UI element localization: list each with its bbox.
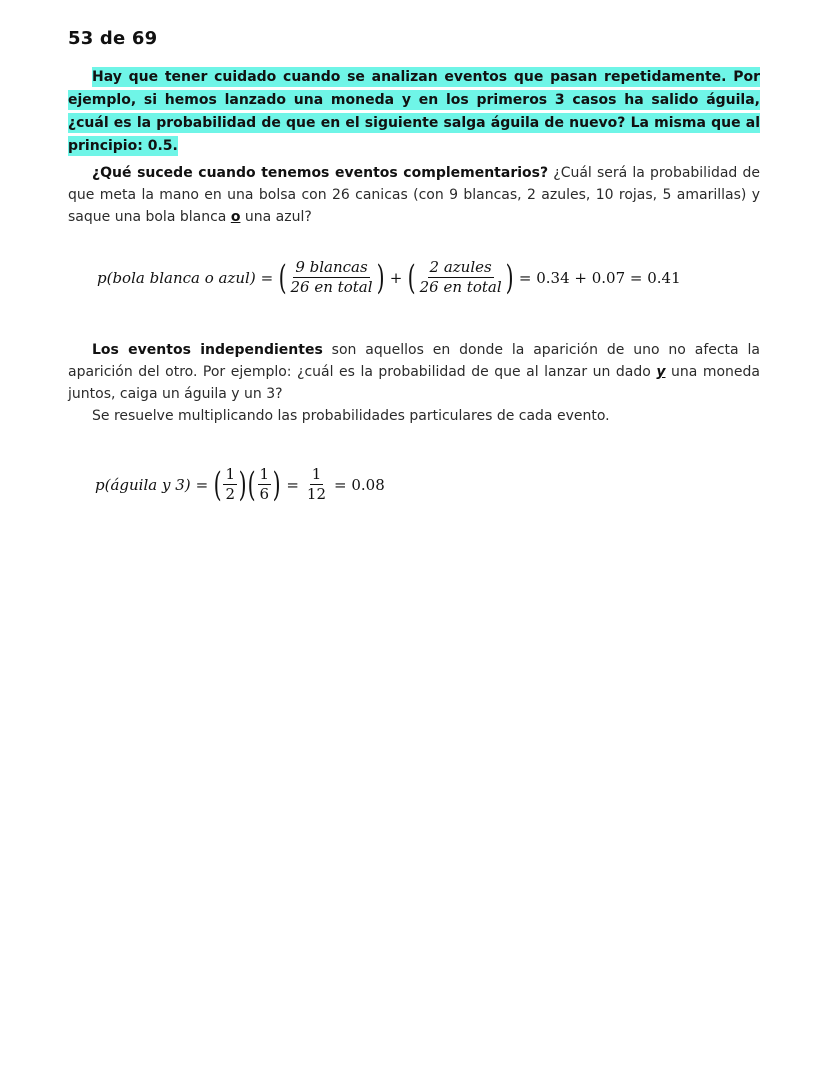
formula-1-result: = 0.34 + 0.07 = 0.41 xyxy=(518,268,681,287)
fraction-denominator: 12 xyxy=(306,485,327,503)
formula-1-equals: = xyxy=(260,268,274,287)
fraction-azules xyxy=(418,259,504,296)
complementary-text: ¿Cuál será la probabilidad de que meta la mano en una bolsa con 26 canicas (con 9 blancas, 2 azules, 10 rojas, 5 amarillas) y saque una bola blanca xyxy=(68,165,760,225)
formula-1-lhs: p(bola blanca o azul) xyxy=(97,268,256,287)
resolve-text: Se resuelve multiplicando las probabilidades particulares de cada evento. xyxy=(92,408,610,424)
formula-2-equals: = xyxy=(195,475,209,494)
highlighted-text: Hay que tener cuidado cuando se analizan eventos que pasan repetidamente. Por ejemplo, si hemos lanzado una moneda y en los primeros 3 casos ha salido águila, ¿cuál es la probabilidad de que en el siguiente salga águila de nuevo? La misma que al principio: 0.5. xyxy=(68,69,760,154)
formula-2-result: = 0.08 xyxy=(334,475,385,494)
fraction-numerator: 1 xyxy=(225,465,235,483)
independent-heading: Los eventos independientes xyxy=(92,342,323,358)
formula-independent xyxy=(95,466,385,503)
underlined-y: y xyxy=(656,364,666,380)
fraction-denominator: 26 en total xyxy=(419,278,502,296)
right-paren: ) xyxy=(505,257,514,298)
fraction-numerator: 1 xyxy=(311,465,322,483)
highlighted-paragraph xyxy=(68,66,760,158)
left-paren: ( xyxy=(278,257,287,298)
fraction-numerator: 2 azules xyxy=(429,258,492,276)
fraction-one-sixth xyxy=(258,466,272,503)
right-paren: ) xyxy=(272,464,281,505)
fraction-denominator: 2 xyxy=(225,485,235,503)
left-paren: ( xyxy=(408,257,416,298)
independent-events-paragraph xyxy=(68,339,760,405)
plus-sign: + xyxy=(389,268,403,287)
left-paren: ( xyxy=(247,464,256,505)
formula-2-equals-2: = xyxy=(286,475,299,494)
resolve-paragraph xyxy=(68,405,760,427)
fraction-one-half xyxy=(223,466,237,503)
left-paren: ( xyxy=(213,464,222,505)
fraction-one-twelfth xyxy=(305,466,328,503)
page-indicator: 53 de 69 xyxy=(68,28,158,49)
complementary-events-paragraph xyxy=(68,162,760,228)
underlined-o: o xyxy=(230,209,241,225)
fraction-denominator: 26 en total xyxy=(290,278,373,296)
right-paren: ) xyxy=(376,257,385,298)
fraction-numerator: 1 xyxy=(259,465,270,483)
fraction-numerator: 9 blancas xyxy=(295,258,368,276)
complementary-text-end: una azul? xyxy=(240,209,312,225)
complementary-heading: ¿Qué sucede cuando tenemos eventos complementarios? xyxy=(92,165,549,181)
formula-complementary xyxy=(97,259,681,296)
formula-2-lhs: p(águila y 3) xyxy=(95,475,191,494)
independent-text-end: una moneda juntos, caiga un águila y un 3? xyxy=(68,364,760,402)
independent-text: son aquellos en donde la aparición de uno no afecta la aparición del otro. Por ejemplo: ¿cuál es la probabilidad de que al lanzar un dado xyxy=(68,342,760,380)
fraction-blancas xyxy=(289,259,375,296)
right-paren: ) xyxy=(238,464,247,505)
fraction-denominator: 6 xyxy=(259,485,270,503)
